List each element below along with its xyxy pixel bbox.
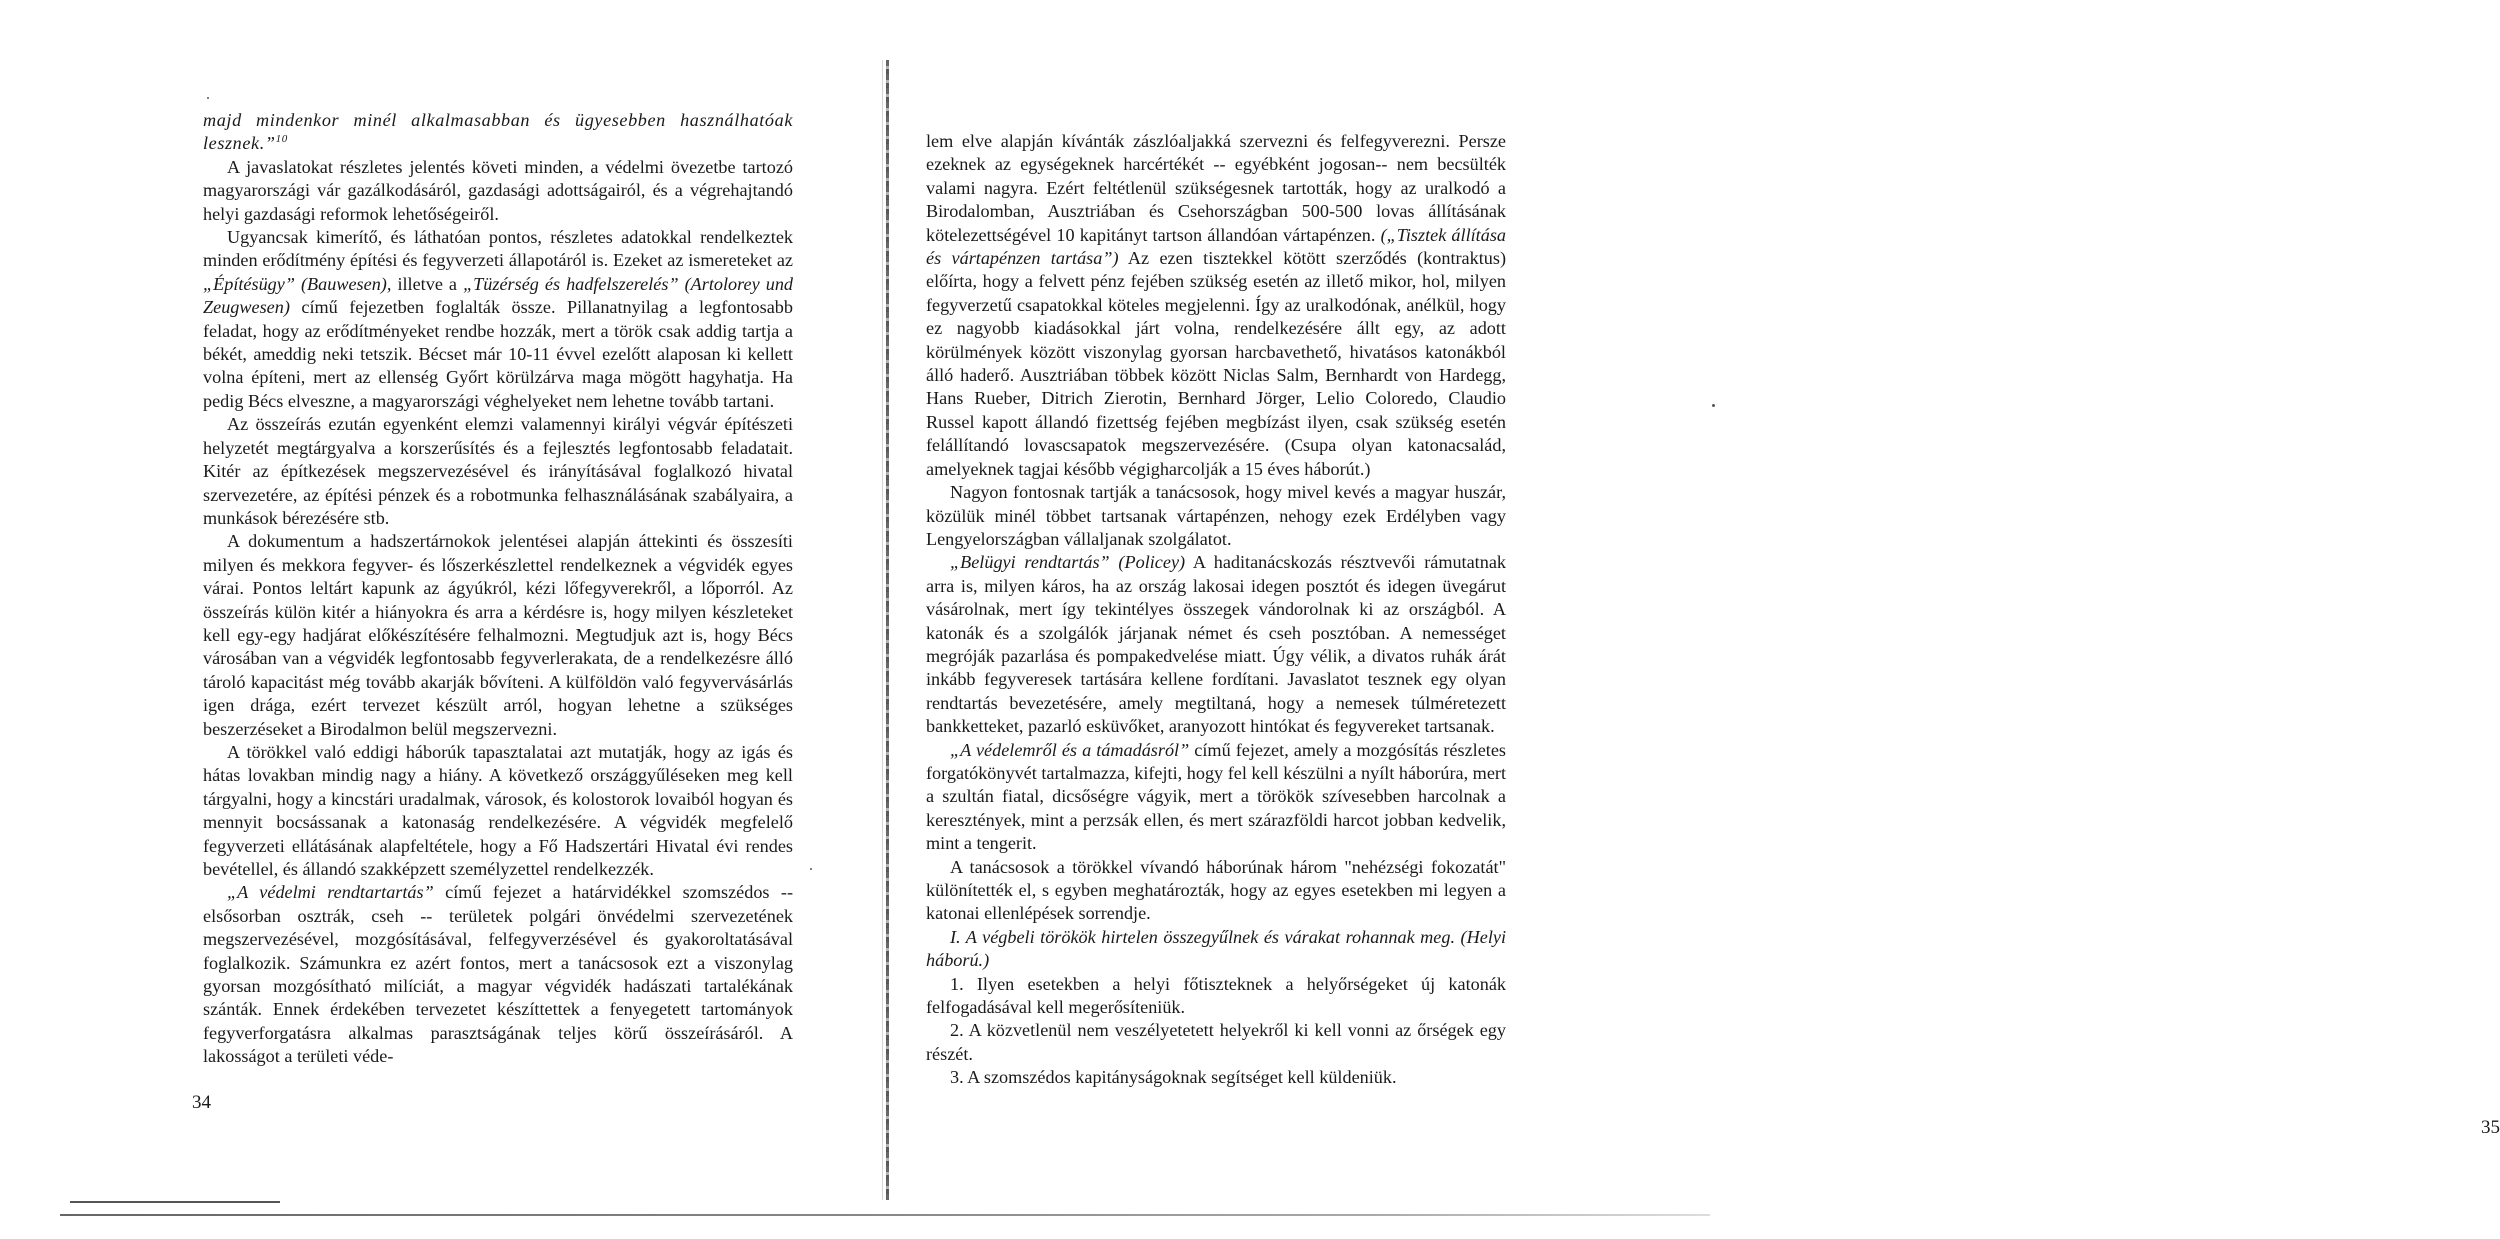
footnote-marker: 10 <box>275 133 288 146</box>
scan-speck <box>1712 404 1715 407</box>
paragraph: Az összeírás ezután egyenként elemzi valamennyi királyi végvár építészeti helyzetét megtárgyalva a korszerűsítés és a fejlesztés legfontosabb feladatait. Kitér az építkezések megszervezésével és irányításával foglalkozó hivatal szervezetére, az építési pénzek és a robotmunka felhasználásának szabályaira, a munkások bérezésére stb. <box>203 414 793 528</box>
paragraph: A tanácsosok a törökkel vívandó háborúnak három "nehézségi fokozatát" különítették el, s egyben meghatározták, hogy az egyes esetekben mi legyen a katonai ellenlépések sorrendje. <box>926 856 1506 924</box>
paragraph: „A védelemről és a támadásról” című fejezet, amely a mozgósítás részletes forgatókönyvét tartalmazza, kifejti, hogy fel kell készülni a nyílt háborúra, mert a szultán fiatal, dicsőségre vágyik, mert a törökök szívesebben harcolnak a keresztények, mint a perzsák ellen, és mert szárazföldi harcot jobban kedvelik, mint a tengerit. <box>926 739 1506 854</box>
paragraph: lem elve alapján kívánták zászlóaljakká szervezni és felfegyverezni. Persze ezeknek az egységeknek harcértékét -- egyébként jogosan-- nem becsülték valami nagyra. Ezért feltétlenül szükségesnek tartották, hogy az uralkodó a Birodalomban, Ausztriában és Csehországban 500-500 lovas állításának kötelezettségével 10 kapitányt tartson állandóan vártapénzen. („Tisztek állítása és vártapénzen tartása”) Az ezen tisztekkel kötött szerződés (kontraktus) előírta, hogy a felvett pénz fejében szükség esetén az illető mikor, hol, milyen fegyverzetű csapatokkal köteles megjelenni. Így az uralkodónak, anélkül, hogy ez nagyobb kiadásokkal járt volna, rendelkezésére állt egy, az adott körülmények között viszonylag gyorsan harcbavethető, hivatásos katonákból álló haderő. Ausztriában többek között Niclas Salm, Bernhardt von Hardegg, Hans Rueber, Ditrich Zierotin, Bernhard Jörger, Lelio Coloredo, Claudio Russel kapott állandó fizettség fejében megbízást ilyen, csak szükség esetén felállítandó lovascsapatok megszervezésére. (Csupa olyan katonacsalád, amelyeknek tagjai később végigharcolják a 15 éves háborút.) <box>926 131 1507 479</box>
scan-speck <box>207 97 209 99</box>
page-number-left: 34 <box>192 1092 211 1113</box>
scan-speck <box>810 868 812 870</box>
paragraph: A dokumentum a hadszertárnokok jelentései alapján áttekinti és összesíti milyen és mekkora fegyver- és lőszerkészlettel rendelkeznek a végvidék egyes várai. Pontos leltárt kapunk az ágyúkról, kézi lőfegyverekről, a lőporról. Az összeírás külön kitér a hiányokra és arra a kérdésre is, hogy milyen készleteket kell egy-egy hadjárat előkészítésére felhalmozni. Megtudjuk azt is, hogy Bécs városában van a végvidék legfontosabb fegyverlerakata, de a rendelkezésre álló tároló kapacitást még tovább akarják bővíteni. A külföldön való fegyvervásárlás igen drága, ezért tervezet készült arról, hogyan lehetne a szükséges beszerzéseket a Birodalmon belül megszervezni. <box>203 531 793 739</box>
paragraph: Ugyancsak kimerítő, és láthatóan pontos, részletes adatokkal rendelkeztek minden erődítmény építési és fegyverzeti állapotáról is. Ezeket az ismereteket az „Építésügy” (Bauwesen), illetve a „Tüzérség és hadfelszerelés” (Artolorey und Zeugwesen) című fejezetben foglalták össze. Pillanatnyilag a legfontosabb feladat, hogy az erődítményeket rendbe hozzák, mert a török csak addig tartja a békét, ameddig neki tetszik. Bécset már 10-11 évvel ezelőtt alaposan ki kellett volna építeni, mert az ellenség Győrt körülzárva maga mögött hagyhatja. Ha pedig Bécs elveszne, a magyarországi véghelyeket nem lehetne tovább tartani. <box>203 227 794 411</box>
paragraph: „A védelmi rendtartartás” című fejezet a határvidékkel szomszédos -- elsősorban osztrák, cseh -- területek polgári önvédelmi szervezetének megszervezésével, mozgósításával, felfegyverzésével és gyakoroltatásával foglalkozik. Számunkra ez azért fontos, mert a tanácsosok ezt a viszonylag gyorsan mozgósítható milíciát, a magyar végvidék hadászati tartalékának szánták. Ennek érdekében tervezetet készíttettek a fenyegetett tartományok fegyverforgatásra alkalmas parasztságának teljes körű összeírásáról. A lakosságot a területi véde- <box>203 882 794 1067</box>
scan-edge-mark <box>70 1201 280 1203</box>
page-number-right: 35 <box>2481 1117 2500 1138</box>
paragraph: A javaslatokat részletes jelentés követi minden, a védelmi övezetbe tartozó magyarországi vár gazálkodásáról, gazdasági adottságairól, és a végrehajtandó helyi gazdasági reformok lehetőségeiről. <box>203 156 793 224</box>
left-page <box>0 0 880 1239</box>
paragraph: majd mindenkor minél alkalmasabban és ügyesebben használhatóak lesznek.”$^{10}$ <box>203 110 793 154</box>
paragraph: 3. A szomszédos kapitányságoknak segítséget kell küldeniük. <box>950 1067 1397 1088</box>
right-page-text <box>926 130 1506 1090</box>
paragraph: Nagyon fontosnak tartják a tanácsosok, hogy mivel kevés a magyar huszár, közülük minél többet tartsanak vártapénzen, nehogy ezek Erdélyben vagy Lengyelországban vállaljanak szolgálatot. <box>926 482 1506 549</box>
paragraph: 2. A közvetlenül nem veszélyetetett helyekről ki kell vonni az őrségek egy részét. <box>926 1020 1506 1064</box>
paragraph: „Belügyi rendtartás” (Policey) A haditanácskozás résztvevői rámutatnak arra is, milyen káros, ha az ország lakosai idegen posztót és idegen üvegárut vásárolnak, mert így tekintélyes összegek vándorolnak ki az országból. A katonák és a szolgálók járjanak német és cseh posztóban. A nemességet megróják pazarlása és pompakedvelése miatt. Úgy vélik, a divatos ruhák árát inkább fegyveresek tartására kellene fordítani. Javaslatot tesznek egy olyan rendtartás bevezetésére, amely megtiltaná, hogy a nemesek túlméretezett bankketteket, pazarló esküvőket, aranyozott hintókat és fegyvereket tartsanak. <box>926 552 1507 737</box>
paragraph: 1. Ilyen esetekben a helyi főtiszteknek a helyőrségeket új katonák felfogadásával kell megerősíteniük. <box>926 973 1506 1018</box>
paragraph: A törökkel való eddigi háborúk tapasztalatai azt mutatják, hogy az igás és hátas lovakban mindig nagy a hiány. A következő országgyűléseken meg kell tárgyalni, hogy a kincstári uradalmak, városok, és kolostorok lovaiból hogyan és mennyit bocsássanak a katonaság rendelkezésére. A végvidék megfelelő fegyverzeti ellátásának alapfeltétele, hogy a Fő Hadszertári Hivatal évi rendes bevétellel, és állandó szakképzett személyzettel rendelkezzék. <box>203 741 793 879</box>
paragraph: I. A végbeli törökök hirtelen összegyűlnek és várakat rohannak meg. (Helyi háború.) <box>926 926 1506 971</box>
scan-bottom-edge <box>60 1214 1710 1216</box>
left-page-text <box>203 109 793 1069</box>
